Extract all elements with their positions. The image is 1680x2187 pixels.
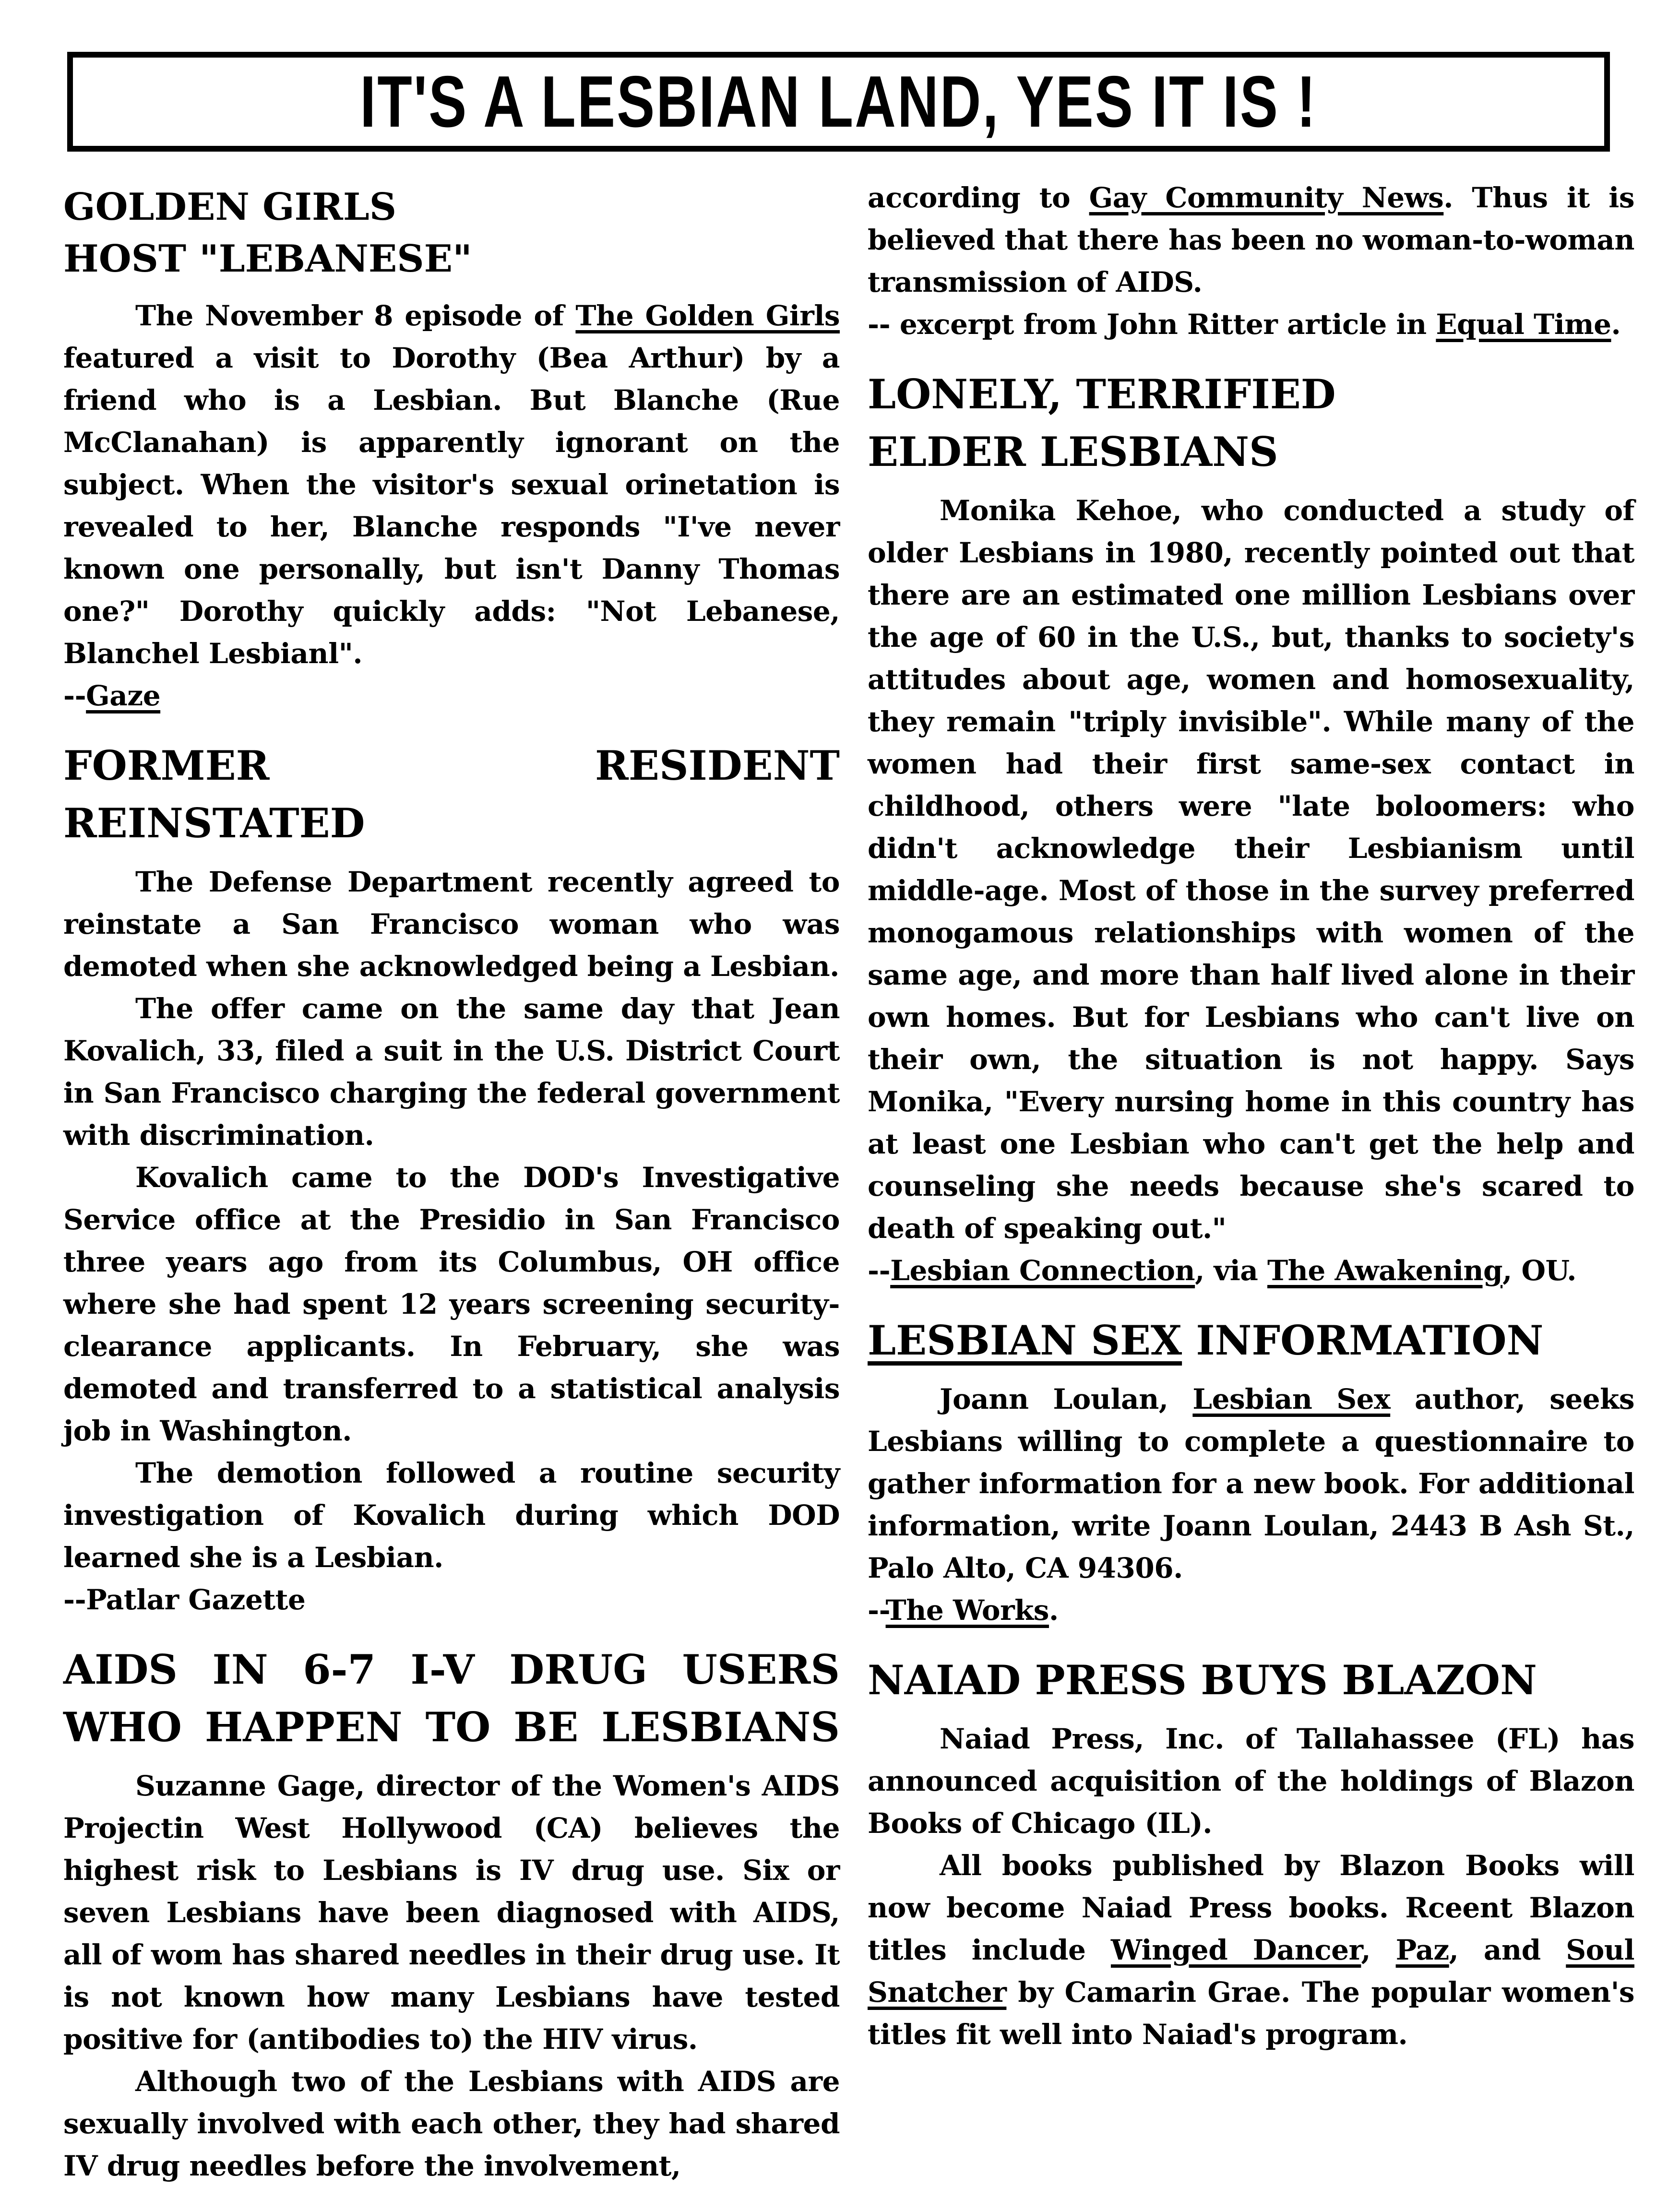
attribution-line: -- excerpt from John Ritter article in Equal Time.	[868, 308, 1621, 341]
paragraph: Monika Kehoe, who conducted a study of older Lesbians in 1980, recently pointed out that there are an estimated one million Lesbians over the age of 60 in the U.S., but, thanks to society's attitudes about age, women and homosexuality, they remain "triply invisible". While many of the women had their first same-sex contact in childhood, others were "late boloomers: who didn't acknowledge their Lesbianism until middle-age. Most of those in the survey preferred monogamous relationships with women of the same age, and more than half lived alone in their own homes. But for Lesbians who can't live on their own, the situation is not happy. Says Monika, "Every nursing home in this country has at least one Lesbian who can't get the help and counseling she needs because she's scared to death of speaking out."	[868, 494, 1634, 1245]
heading-former-resident: FORMER RESIDENT REINSTATED	[63, 742, 840, 847]
attribution-line: --The Works.	[868, 1594, 1059, 1627]
left-column	[63, 177, 840, 2187]
paragraph: Kovalich came to the DOD's Investigative Service office at the Presidio in San Francisco three years ago from its Columbus, OH office where she had spent 12 years screening security-clearance applicants. In February, she was demoted and transferred to a statistical analysis job in Washington.	[63, 1161, 840, 1447]
paragraph: Although two of the Lesbians with AIDS are sexually involved with each other, they had shared IV drug needles before the involvement,	[63, 2065, 840, 2182]
paragraph: The demotion followed a routine security investigation of Kovalich during which DOD learned she is a Lesbian.	[63, 1457, 840, 1574]
paragraph: Joann Loulan, Lesbian Sex author, seeks Lesbians willing to complete a questionnaire to gather information for a new book. For additional information, write Joann Loulan, 2443 B Ash St., Palo Alto, CA 94306.	[868, 1383, 1635, 1584]
attribution-line: --Patlar Gazette	[63, 1583, 306, 1616]
heading-line: WHO HAPPEN TO BE LESBIANS	[63, 1703, 840, 1751]
article-golden-girls	[63, 181, 840, 717]
heading-line: GOLDEN GIRLS	[63, 185, 397, 229]
paragraph: Suzanne Gage, director of the Women's AIDS Projectin West Hollywood (CA) believes the highest risk to Lesbians is IV drug use. Six or seven Lesbians have been diagnosed with AIDS, all of wom has shared needles in their drug use. It is not known how many Lesbians have tested positive for (antibodies to) the HIV virus.	[63, 1770, 840, 2056]
article-aids-drug-users	[63, 1641, 840, 2187]
heading-naiad-press: NAIAD PRESS BUYS BLAZON	[868, 1656, 1537, 1704]
heading-line: LONELY, TERRIFIED	[868, 370, 1336, 418]
heading-aids-drug-users	[63, 1641, 840, 1756]
paragraph: The offer came on the same day that Jean Kovalich, 33, filed a suit in the U.S. District Court in San Francisco charging the federal government with discrimination.	[63, 992, 840, 1152]
article-elder-lesbians	[868, 366, 1634, 1292]
attribution-line: --Gaze	[63, 679, 161, 712]
paragraph: Naiad Press, Inc. of Tallahassee (FL) has announced acquisition of the holdings of Blazon Books of Chicago (IL).	[868, 1723, 1634, 1840]
article-continuation	[868, 177, 1634, 345]
heading-elder-lesbians	[868, 366, 1634, 481]
newsletter-page	[0, 52, 1680, 2182]
column-layout	[63, 177, 1680, 2187]
article-former-resident	[63, 737, 840, 1621]
paragraph: The November 8 episode of The Golden Girls featured a visit to Dorothy (Bea Arthur) by a friend who is a Lesbian. But Blanche (Rue McClanahan) is apparently ignorant on the subject. When the visitor's sexual orinetation is revealed to her, Blanche responds "I've never known one personally, but isn't Danny Thomas one?" Dorothy quickly adds: "Not Lebanese, Blanchel Lesbianl".	[63, 299, 840, 670]
page-title: IT'S A LESBIAN LAND, YES IT IS !	[360, 60, 1317, 143]
heading-golden-girls	[63, 181, 840, 285]
heading-line: HOST "LEBANESE"	[63, 237, 472, 281]
heading-lesbian-sex-info: LESBIAN SEX INFORMATION	[868, 1317, 1544, 1364]
masthead-box	[67, 52, 1610, 152]
paragraph: All books published by Blazon Books will now become Naiad Press books. Rceent Blazon titles include Winged Dancer, Paz, and Soul Snatcher by Camarin Grae. The popular women's titles fit well into Naiad's program.	[868, 1849, 1634, 2051]
heading-line: AIDS IN 6-7 I-V DRUG USERS	[63, 1646, 840, 1693]
article-naiad-press	[868, 1652, 1634, 2056]
article-lesbian-sex-info	[868, 1312, 1634, 1631]
paragraph: The Defense Department recently agreed to reinstate a San Francisco woman who was demoted when she acknowledged being a Lesbian.	[63, 866, 840, 983]
paragraph: according to Gay Community News. Thus it is believed that there has been no woman-to-woman transmission of AIDS.	[868, 181, 1634, 298]
heading-line: ELDER LESBIANS	[868, 428, 1278, 475]
attribution-line: --Lesbian Connection, via The Awakening, OU.	[868, 1254, 1576, 1287]
right-column	[868, 177, 1634, 2187]
